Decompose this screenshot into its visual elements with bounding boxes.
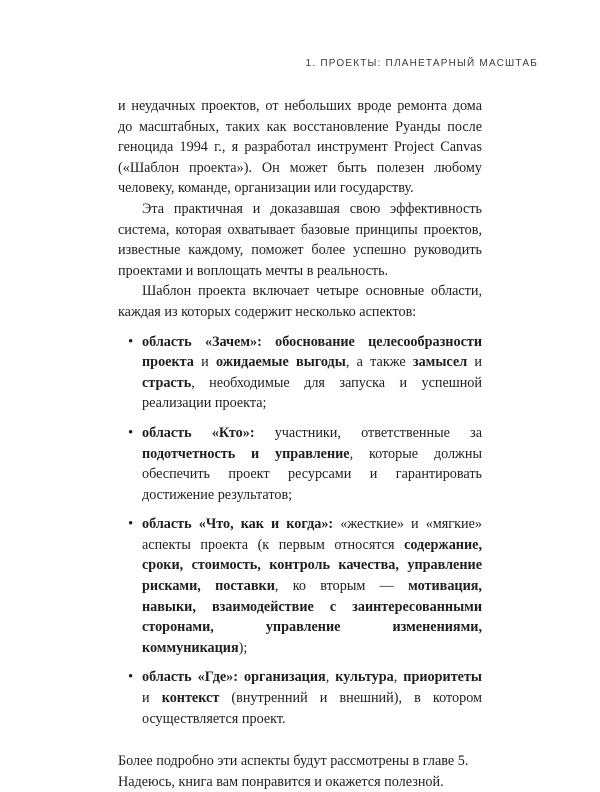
closing-line-2: Надеюсь, книга вам понравится и окажется полезной. (118, 773, 444, 790)
text-run: , необходимые для запуска и успешной реализации проекта; (142, 374, 482, 412)
bold-term: страсть (142, 374, 192, 391)
text-run: , которые должны обеспечить проект ресурсами и гарантировать достижение результатов; (142, 445, 482, 503)
bullet-lead: область «Где»: (142, 669, 238, 686)
text-run: , а также (345, 354, 413, 371)
page-body (118, 96, 482, 792)
bullet-lead: область «Зачем»: (142, 333, 262, 350)
paragraph-3: Шаблон проекта включает четыре основные области, каждая из которых содержит несколько аспектов: (118, 283, 482, 320)
bold-term: обоснование целесообразности проекта (142, 333, 483, 371)
text-run: (внутренний и внешний), в котором осуществляется проект. (142, 690, 482, 727)
bold-term: контекст (161, 690, 220, 707)
bold-term: организация (244, 669, 326, 686)
bold-term: ожидаемые выгоды (215, 354, 346, 371)
bold-term: подотчетность и управление (142, 445, 350, 462)
text-run: , (325, 669, 336, 686)
text-run: , ко вторым — (274, 578, 409, 595)
text-run: и (193, 354, 216, 371)
text-run: и (142, 690, 162, 707)
paragraph-1: и неудачных проектов, от небольших вроде ремонта дома до масштабных, таких как восстановление Руанды после геноцида 1994 г., я разработал инструмент Project Canvas («Шаблон проекта»). Он может быть полезен любому человеку, команде, организации или государству. (118, 98, 482, 197)
text-run: , (393, 669, 404, 686)
text-run: «жесткие» и «мягкие» аспекты проекта (к первым относятся (142, 516, 482, 553)
bold-term: содержание, сроки, стоимость, контроль качества, управление рисками, поставки (142, 536, 482, 595)
bullet-item-who (142, 423, 482, 505)
text-run: ); (238, 639, 248, 656)
bold-term: мотивация, навыки, взаимодействие с заинтересованными сторонами, управление изменениями, коммуникация (142, 578, 482, 656)
bold-term: замысел (412, 354, 468, 371)
text-run: участники, ответственные за (254, 424, 482, 441)
closing-line-1: Более подробно эти аспекты будут рассмотрены в главе 5. (118, 753, 469, 770)
bullet-item-what (142, 514, 482, 658)
paragraph-2: Эта практичная и доказавшая свою эффективность система, которая охватывает базовые принципы проектов, известные каждому, поможет более успешно руководить проектами и воплощать мечты в реальность. (118, 200, 482, 279)
bullet-lead: область «Что, как и когда»: (142, 516, 334, 533)
text-run: и (467, 354, 483, 371)
bullet-list (118, 332, 482, 730)
running-header: 1. ПРОЕКТЫ: ПЛАНЕТАРНЫЙ МАСШТАБ (305, 58, 538, 69)
bullet-lead: область «Кто»: (142, 424, 255, 441)
bullet-item-where (142, 667, 482, 729)
bullet-item-why (142, 332, 482, 414)
bold-term: приоритеты (403, 669, 483, 686)
bold-term: культура (335, 669, 394, 686)
